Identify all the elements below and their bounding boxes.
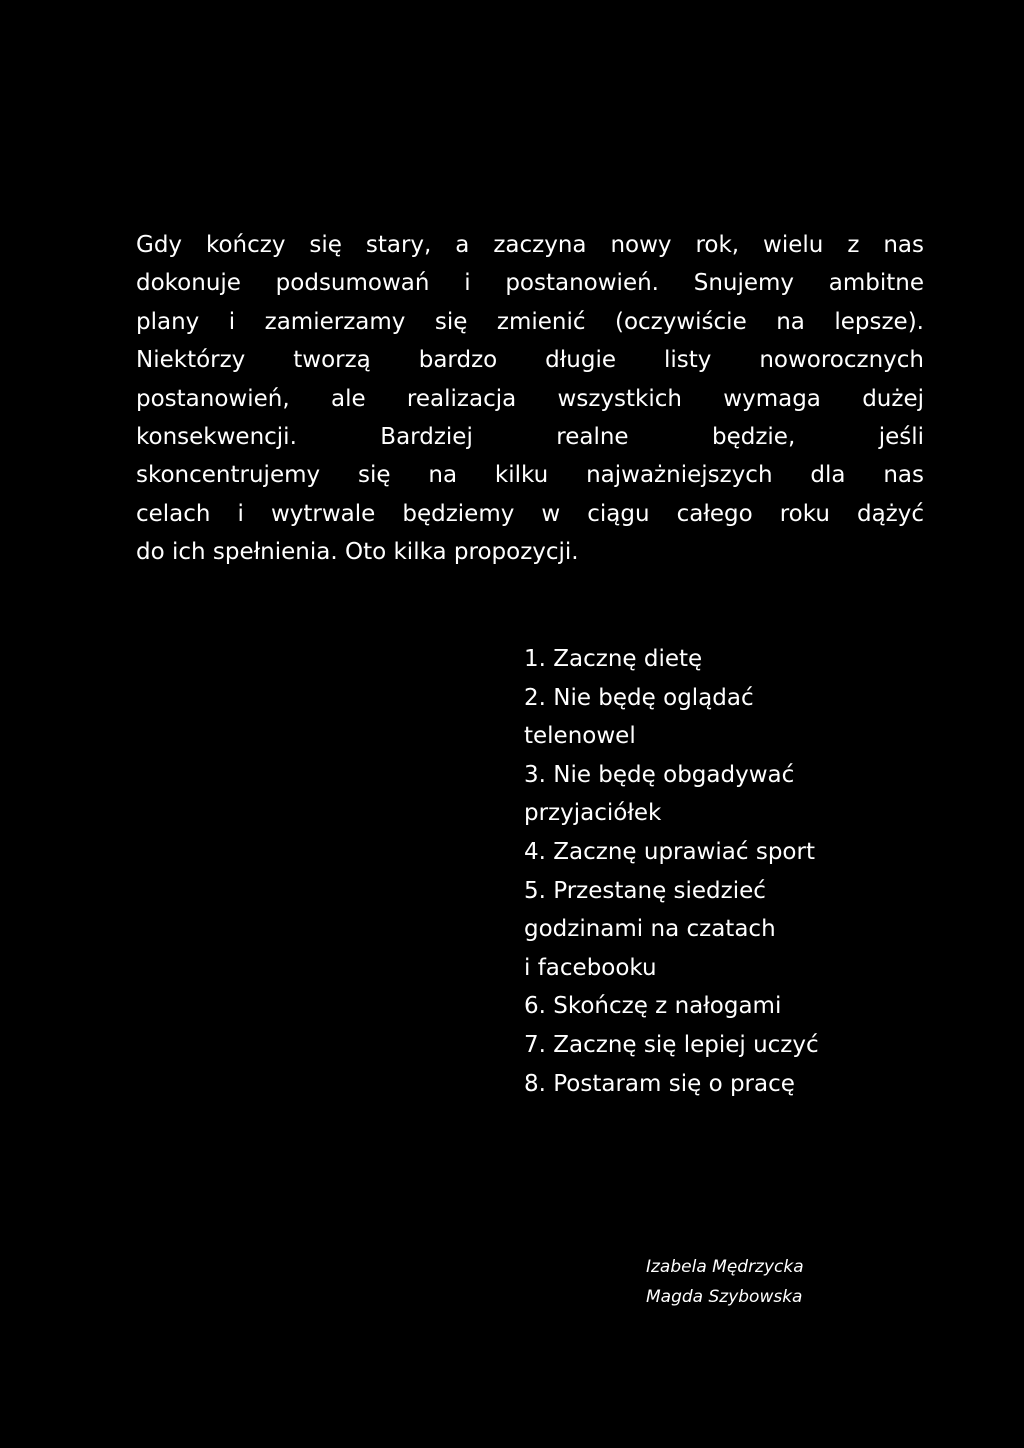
intro-line: postanowień, ale realizacja wszystkich wymaga dużej — [136, 385, 924, 412]
intro-line: konsekwencji. Bardziej realne będzie, jeśli — [136, 423, 924, 450]
list-item-continuation: przyjaciółek — [524, 800, 662, 827]
list-item: 8. Postaram się o pracę — [524, 1070, 795, 1097]
list-item: 2. Nie będę oglądać — [524, 684, 754, 711]
intro-paragraph — [136, 226, 924, 572]
list-item: 3. Nie będę obgadywać — [524, 761, 795, 788]
intro-line: do ich spełnienia. Oto kilka propozycji. — [136, 539, 579, 566]
author-name: Magda Szybowska — [646, 1287, 803, 1307]
list-item: 5. Przestanę siedzieć — [524, 877, 766, 904]
resolutions-list — [524, 640, 904, 1103]
intro-line: plany i zamierzamy się zmienić (oczywiście na lepsze). — [136, 308, 924, 335]
list-item-continuation: telenowel — [524, 723, 636, 750]
list-item: 1. Zacznę dietę — [524, 646, 703, 672]
intro-line: skoncentrujemy się na kilku najważniejszych dla nas — [136, 462, 924, 489]
author-name: Izabela Mędrzycka — [646, 1257, 804, 1277]
list-item: 6. Skończę z nałogami — [524, 993, 782, 1020]
intro-line: dokonuje podsumowań i postanowień. Snujemy ambitne — [136, 270, 924, 297]
list-item: 7. Zacznę się lepiej uczyć — [524, 1031, 819, 1058]
intro-line: Gdy kończy się stary, a zaczyna nowy rok, wielu z nas — [136, 232, 924, 258]
list-item-continuation: godzinami na czatach — [524, 916, 776, 943]
list-item: 4. Zacznę uprawiać sport — [524, 838, 815, 865]
intro-line: Niektórzy tworzą bardzo długie listy noworocznych — [136, 347, 924, 374]
list-item-continuation: i facebooku — [524, 954, 657, 981]
intro-line: celach i wytrwale będziemy w ciągu całego roku dążyć — [136, 500, 924, 527]
